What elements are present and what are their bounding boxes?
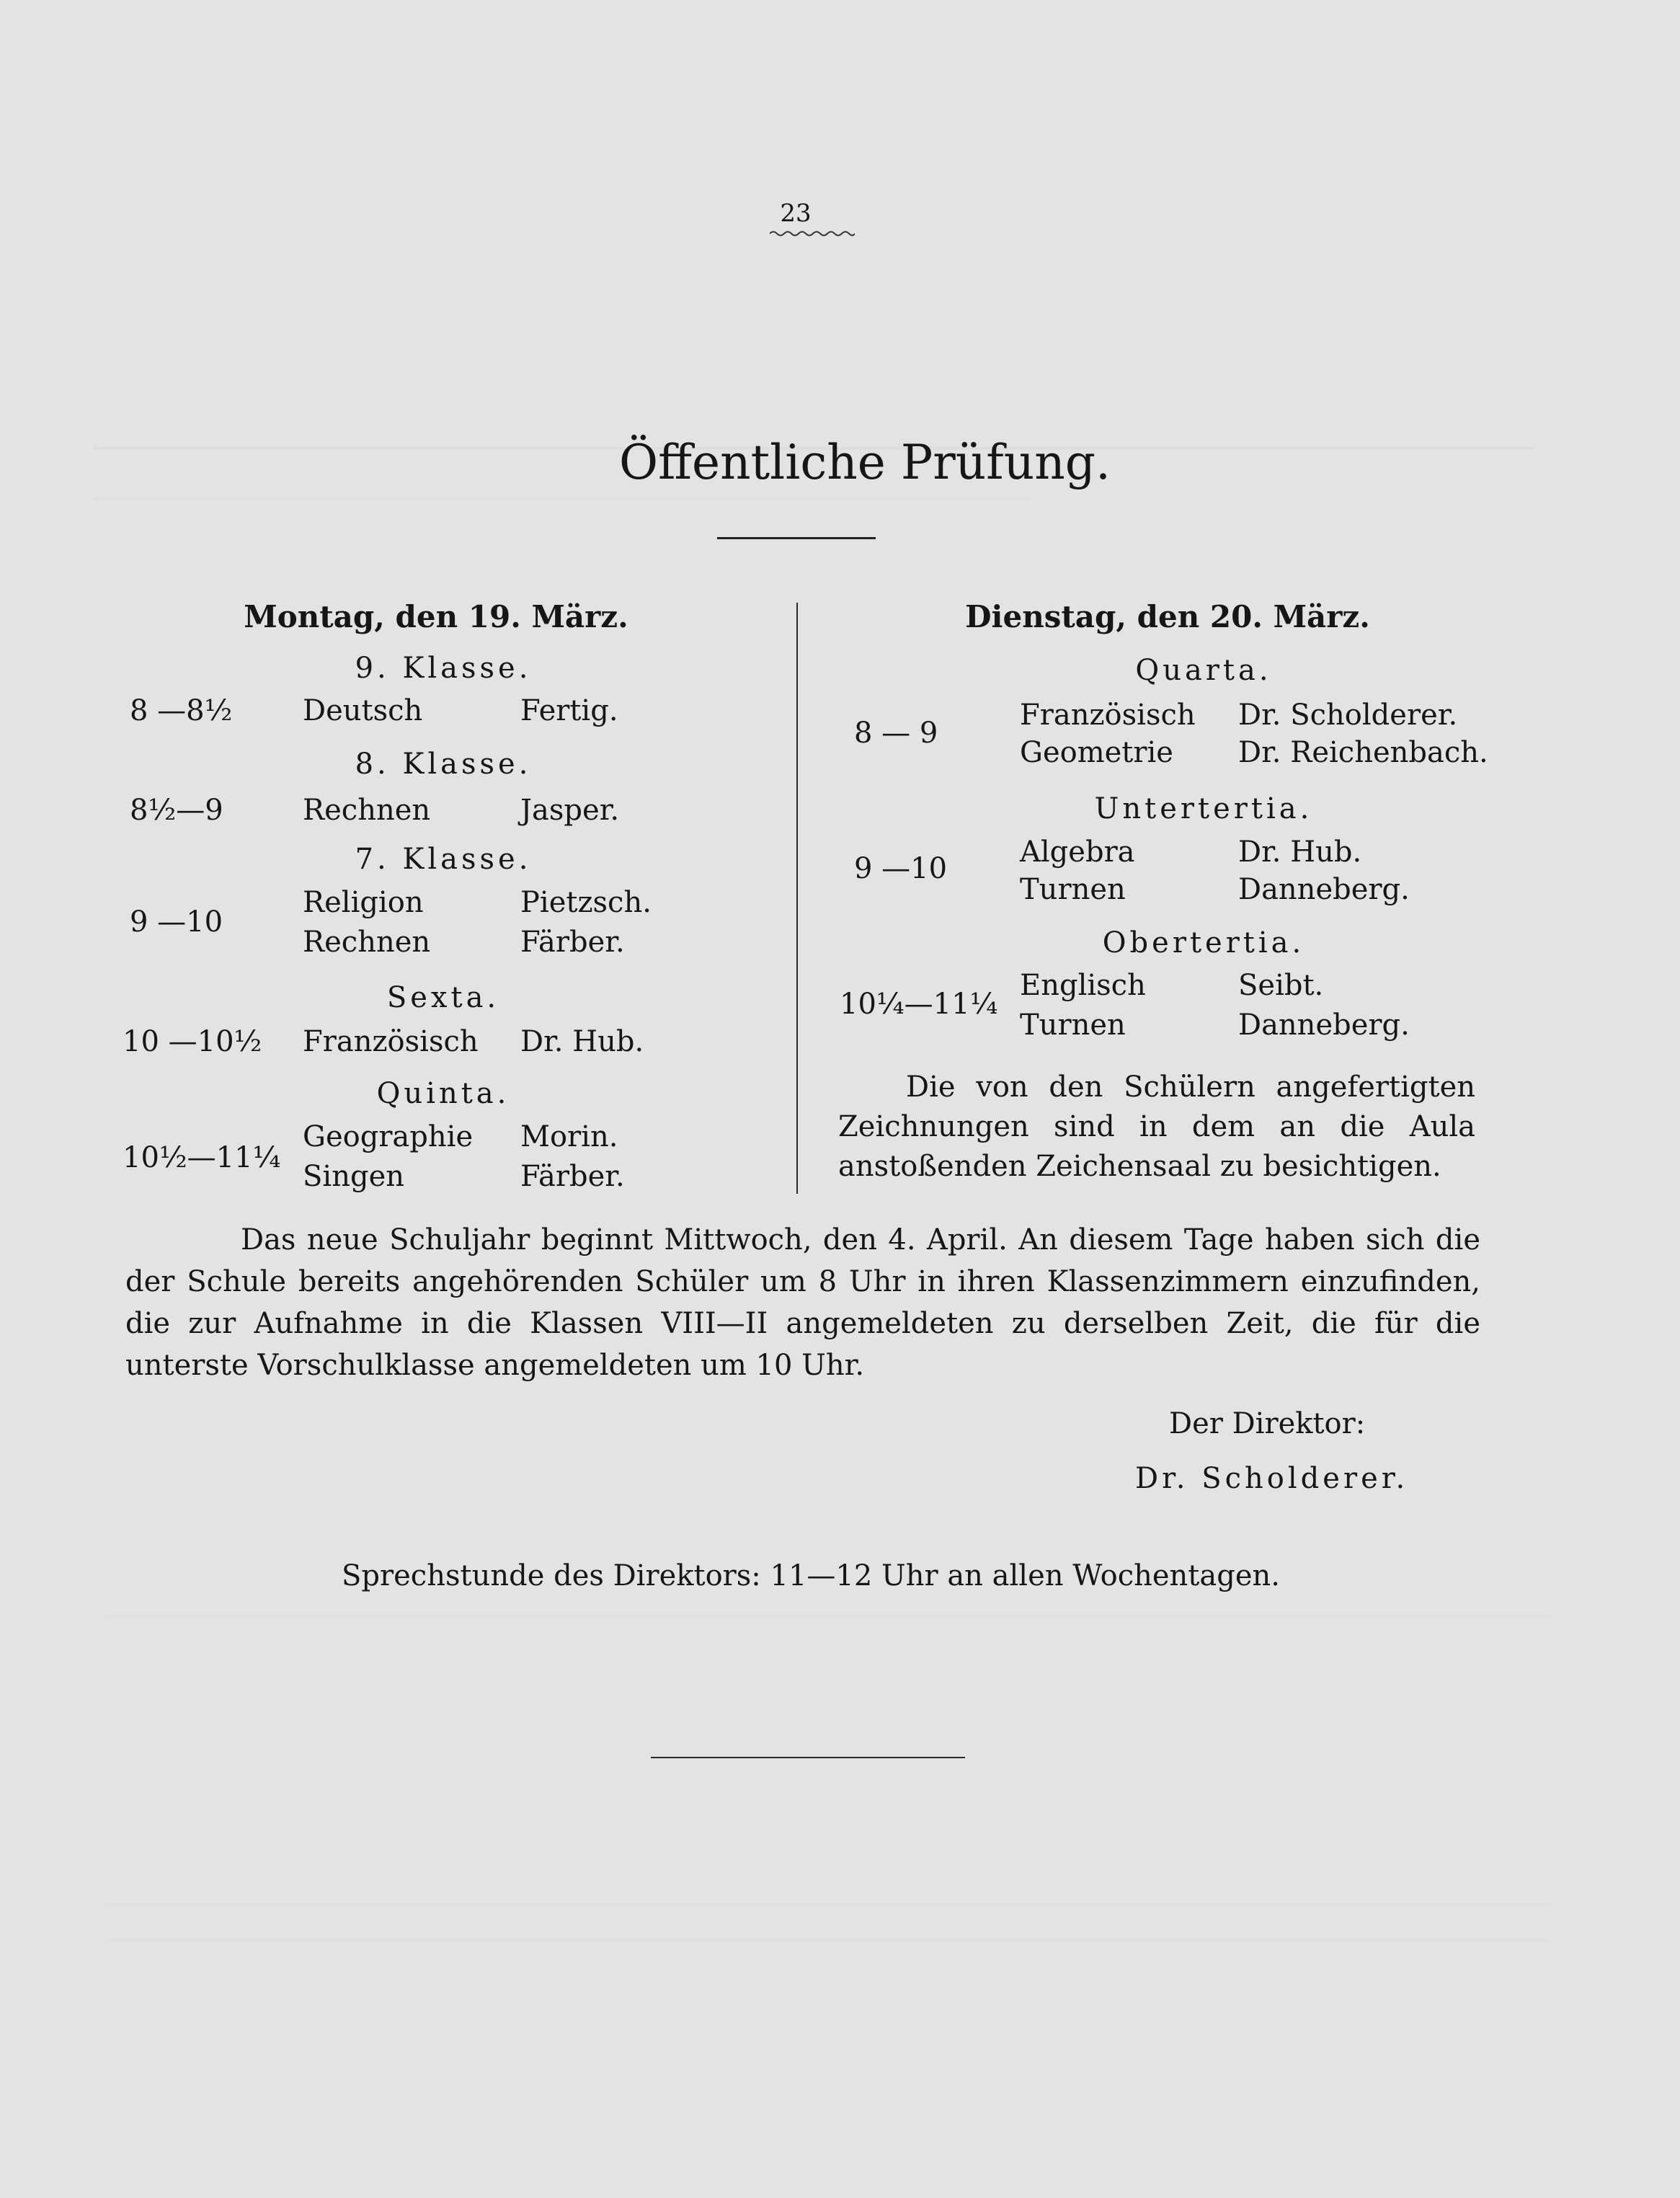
closing-rule: [651, 1757, 965, 1758]
page-title: Öffentliche Prüfung.: [619, 435, 1111, 490]
tuesday-subject: Turnen: [1020, 1009, 1126, 1042]
monday-teacher: Jasper.: [520, 794, 620, 827]
tuesday-class-untertertia: Untertertia.: [1094, 792, 1313, 825]
monday-subject: Französisch: [303, 1025, 479, 1058]
tuesday-teacher: Seibt.: [1238, 969, 1324, 1002]
monday-class-9: 9. Klasse.: [355, 652, 532, 685]
page-number: 23: [780, 199, 812, 228]
page-number-ornament: [770, 229, 855, 238]
tuesday-class-obertertia: Obertertia.: [1102, 926, 1305, 960]
monday-subject: Religion: [303, 886, 424, 919]
monday-time-slot: 9 —10: [130, 905, 223, 939]
monday-subject: Geographie: [303, 1120, 474, 1153]
monday-time-slot: 10½—11¼: [123, 1141, 281, 1174]
column-divider: [796, 603, 798, 1194]
title-rule: [717, 537, 876, 539]
tuesday-subject: Turnen: [1020, 873, 1126, 906]
tuesday-teacher: Dr. Hub.: [1238, 836, 1362, 869]
monday-subject: Rechnen: [303, 794, 431, 827]
monday-class-sexta: Sexta.: [386, 981, 500, 1014]
monday-subject: Rechnen: [303, 926, 431, 959]
monday-teacher: Dr. Hub.: [520, 1025, 644, 1058]
tuesday-time-slot: 9 —10: [854, 852, 948, 885]
signature-name: Dr. Scholderer.: [1135, 1462, 1409, 1495]
tuesday-subject: Geometrie: [1020, 736, 1173, 769]
monday-subject: Singen: [303, 1160, 404, 1193]
drawings-note-text: Die von den Schülern angefertigten Zeichnungen sind in dem an die Aula anstoßenden Zeichensaal zu besichtigen.: [838, 1071, 1475, 1183]
monday-teacher: Fertig.: [520, 694, 618, 727]
announcement-text: Das neue Schuljahr beginnt Mittwoch, den 4. April. An diesem Tage haben sich die der Schule bereits angehörenden Schüler um 8 Uhr in ihren Klassenzimmern einzufinden, die zur Aufnahme in die Klassen VIII—II angemeldeten zu derselben Zeit, die für die unterste Vorschulklasse angemeldeten um 10 Uhr.: [125, 1223, 1480, 1382]
school-year-announcement: [125, 1219, 1480, 1386]
tuesday-teacher: Dr. Reichenbach.: [1238, 736, 1488, 769]
monday-time-slot: 10 —10½: [123, 1025, 262, 1058]
monday-time-slot: 8 —8½: [130, 694, 233, 727]
tuesday-teacher: Dr. Scholderer.: [1238, 699, 1458, 732]
tuesday-subject: Französisch: [1020, 699, 1196, 732]
monday-class-7: 7. Klasse.: [355, 843, 532, 876]
monday-teacher: Färber.: [520, 1160, 625, 1193]
tuesday-time-slot: 10¼—11¼: [840, 988, 998, 1021]
office-hours: Sprechstunde des Direktors: 11—12 Uhr an allen Wochentagen.: [342, 1559, 1280, 1592]
monday-teacher: Morin.: [520, 1120, 618, 1153]
tuesday-subject: Englisch: [1020, 969, 1146, 1002]
tuesday-heading: Dienstag, den 20. März.: [965, 599, 1370, 634]
monday-teacher: Färber.: [520, 926, 625, 959]
monday-subject: Deutsch: [303, 694, 423, 727]
monday-class-quinta: Quinta.: [376, 1077, 510, 1110]
monday-heading: Montag, den 19. März.: [244, 599, 628, 634]
tuesday-time-slot: 8 — 9: [854, 717, 938, 750]
signature-role: Der Direktor:: [1169, 1407, 1366, 1440]
tuesday-teacher: Danneberg.: [1238, 1009, 1410, 1042]
monday-teacher: Pietzsch.: [520, 886, 652, 919]
monday-time-slot: 8½—9: [130, 794, 223, 827]
tuesday-subject: Algebra: [1020, 836, 1135, 869]
monday-class-8: 8. Klasse.: [355, 748, 532, 781]
tuesday-teacher: Danneberg.: [1238, 873, 1410, 906]
tuesday-class-quarta: Quarta.: [1135, 654, 1272, 687]
drawings-note: [838, 1068, 1475, 1187]
